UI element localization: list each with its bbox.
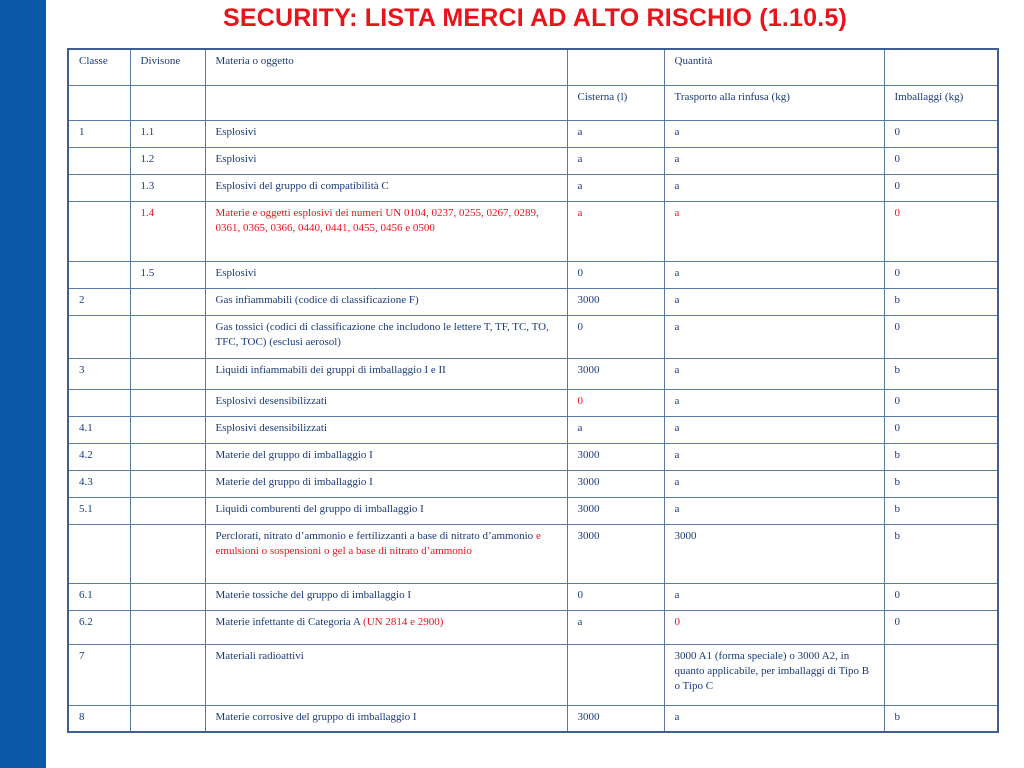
cell-materia-red-text: e emulsioni o sospensioni o gel a base di nitrato d’ammonio xyxy=(215,529,541,557)
cell-divisione: 1.2 xyxy=(130,147,205,174)
table-row xyxy=(68,644,998,705)
cell-cisterna: 3000 xyxy=(567,705,664,732)
cell-divisione xyxy=(130,705,205,732)
cell-cisterna: a xyxy=(567,120,664,147)
table-row xyxy=(68,174,998,201)
subheader-row xyxy=(68,85,998,120)
cell-divisione xyxy=(130,288,205,315)
header-divisone: Divisone xyxy=(130,49,205,85)
cell-rinfusa: a xyxy=(664,315,884,358)
cell-divisione xyxy=(130,644,205,705)
cell-classe xyxy=(68,201,130,261)
cell-imballaggi: 0 xyxy=(884,147,998,174)
table-row xyxy=(68,389,998,416)
table-row xyxy=(68,358,998,389)
cell-materia: Gas tossici (codici di classificazione che includono le lettere T, TF, TC, TO, TFC, TOC) (esclusi aerosol) xyxy=(205,315,567,358)
cell-cisterna: a xyxy=(567,147,664,174)
cell-imballaggi: b xyxy=(884,497,998,524)
cell-rinfusa: 3000 xyxy=(664,524,884,583)
cell-classe xyxy=(68,524,130,583)
cell-cisterna: 3000 xyxy=(567,358,664,389)
cell-cisterna: 0 xyxy=(567,261,664,288)
cell-cisterna: 3000 xyxy=(567,288,664,315)
cell-divisione xyxy=(130,416,205,443)
table-row xyxy=(68,583,998,610)
cell-rinfusa: a xyxy=(664,416,884,443)
table-row xyxy=(68,315,998,358)
cell-rinfusa: a xyxy=(664,174,884,201)
header-materia: Materia o oggetto xyxy=(205,49,567,85)
cell-materia: Gas infiammabili (codice di classificazione F) xyxy=(205,288,567,315)
cell-divisione xyxy=(130,583,205,610)
cell-imballaggi: 0 xyxy=(884,416,998,443)
cell-divisione xyxy=(130,610,205,644)
cell-cisterna: 3000 xyxy=(567,524,664,583)
cell-divisione: 1.4 xyxy=(130,201,205,261)
cell-divisione: 1.3 xyxy=(130,174,205,201)
cell-classe xyxy=(68,389,130,416)
table-row xyxy=(68,120,998,147)
table-row xyxy=(68,201,998,261)
table-row xyxy=(68,147,998,174)
cell-materia: Esplosivi del gruppo di compatibilità C xyxy=(205,174,567,201)
cell-imballaggi: 0 xyxy=(884,610,998,644)
cell-classe: 7 xyxy=(68,644,130,705)
header-quantita: Quantità xyxy=(664,49,884,85)
cell-classe: 6.2 xyxy=(68,610,130,644)
cell-materia xyxy=(205,610,567,644)
cell-rinfusa: 3000 A1 (forma speciale) o 3000 A2, in quanto applicabile, per imballaggi di Tipo B o Tipo C xyxy=(664,644,884,705)
cell-classe: 2 xyxy=(68,288,130,315)
cell-classe: 3 xyxy=(68,358,130,389)
cell-materia: Esplosivi xyxy=(205,120,567,147)
cell-divisione: 1.5 xyxy=(130,261,205,288)
cell-materia-text: Perclorati, nitrato d’ammonio e fertilizzanti a base di nitrato d’ammonio xyxy=(215,529,534,542)
table-row xyxy=(68,524,998,583)
cell-divisione xyxy=(130,524,205,583)
high-risk-goods-table xyxy=(67,48,999,733)
header-row xyxy=(68,49,998,85)
table-row xyxy=(68,497,998,524)
cell-rinfusa: a xyxy=(664,358,884,389)
cell-cisterna: 0 xyxy=(567,583,664,610)
cell-rinfusa: a xyxy=(664,705,884,732)
cell-materia: Esplosivi desensibilizzati xyxy=(205,416,567,443)
cell-materia: Materie e oggetti esplosivi dei numeri UN 0104, 0237, 0255, 0267, 0289, 0361, 0365, 0366, 0440, 0441, 0455, 0456 e 0500 xyxy=(205,201,567,261)
table-row xyxy=(68,288,998,315)
table-row xyxy=(68,261,998,288)
cell-cisterna: a xyxy=(567,201,664,261)
cell-divisione xyxy=(130,497,205,524)
cell-classe: 4.2 xyxy=(68,443,130,470)
cell-divisione xyxy=(130,443,205,470)
cell-cisterna: a xyxy=(567,174,664,201)
cell-imballaggi: 0 xyxy=(884,174,998,201)
cell-rinfusa: a xyxy=(664,443,884,470)
header-empty xyxy=(567,49,664,85)
header-cisterna: Cisterna (l) xyxy=(567,85,664,120)
cell-divisione xyxy=(130,358,205,389)
cell-materia: Liquidi infiammabili dei gruppi di imballaggio I e II xyxy=(205,358,567,389)
cell-materia: Materie del gruppo di imballaggio I xyxy=(205,470,567,497)
cell-classe: 4.1 xyxy=(68,416,130,443)
cell-materia: Esplosivi xyxy=(205,147,567,174)
subheader-empty xyxy=(68,85,130,120)
subheader-empty xyxy=(205,85,567,120)
cell-cisterna: a xyxy=(567,416,664,443)
table-row xyxy=(68,705,998,732)
cell-cisterna: 3000 xyxy=(567,497,664,524)
cell-materia: Materie del gruppo di imballaggio I xyxy=(205,443,567,470)
cell-divisione: 1.1 xyxy=(130,120,205,147)
cell-classe: 8 xyxy=(68,705,130,732)
cell-classe: 6.1 xyxy=(68,583,130,610)
cell-imballaggi: 0 xyxy=(884,201,998,261)
cell-imballaggi: 0 xyxy=(884,389,998,416)
cell-imballaggi: b xyxy=(884,443,998,470)
cell-imballaggi: b xyxy=(884,358,998,389)
cell-rinfusa: 0 xyxy=(664,610,884,644)
header-empty xyxy=(884,49,998,85)
cell-materia-red-text: (UN 2814 e 2900) xyxy=(363,615,444,628)
cell-rinfusa: a xyxy=(664,201,884,261)
cell-divisione xyxy=(130,389,205,416)
cell-imballaggi: 0 xyxy=(884,315,998,358)
cell-classe xyxy=(68,147,130,174)
cell-imballaggi: 0 xyxy=(884,583,998,610)
header-rinfusa: Trasporto alla rinfusa (kg) xyxy=(664,85,884,120)
cell-divisione xyxy=(130,470,205,497)
cell-materia: Esplosivi xyxy=(205,261,567,288)
cell-divisione xyxy=(130,315,205,358)
cell-rinfusa: a xyxy=(664,389,884,416)
cell-classe: 1 xyxy=(68,120,130,147)
cell-materia: Materie tossiche del gruppo di imballaggio I xyxy=(205,583,567,610)
table-row xyxy=(68,470,998,497)
cell-cisterna: 3000 xyxy=(567,470,664,497)
cell-rinfusa: a xyxy=(664,261,884,288)
cell-classe xyxy=(68,261,130,288)
cell-imballaggi: 0 xyxy=(884,120,998,147)
header-imballaggi: Imballaggi (kg) xyxy=(884,85,998,120)
cell-rinfusa: a xyxy=(664,120,884,147)
cell-cisterna: 0 xyxy=(567,389,664,416)
cell-imballaggi: b xyxy=(884,705,998,732)
cell-classe: 5.1 xyxy=(68,497,130,524)
cell-materia: Liquidi comburenti del gruppo di imballaggio I xyxy=(205,497,567,524)
cell-rinfusa: a xyxy=(664,470,884,497)
cell-imballaggi: b xyxy=(884,524,998,583)
subheader-empty xyxy=(130,85,205,120)
cell-cisterna xyxy=(567,644,664,705)
cell-classe: 4.3 xyxy=(68,470,130,497)
cell-cisterna: 0 xyxy=(567,315,664,358)
cell-materia: Esplosivi desensibilizzati xyxy=(205,389,567,416)
cell-rinfusa: a xyxy=(664,147,884,174)
cell-rinfusa: a xyxy=(664,583,884,610)
cell-materia-text: Materie infettante di Categoria A xyxy=(215,615,361,628)
cell-imballaggi: b xyxy=(884,470,998,497)
table-row xyxy=(68,443,998,470)
cell-cisterna: 3000 xyxy=(567,443,664,470)
cell-materia xyxy=(205,524,567,583)
cell-rinfusa: a xyxy=(664,497,884,524)
cell-materia: Materiali radioattivi xyxy=(205,644,567,705)
table-row xyxy=(68,416,998,443)
cell-materia: Materie corrosive del gruppo di imballaggio I xyxy=(205,705,567,732)
table-row xyxy=(68,610,998,644)
cell-imballaggi: 0 xyxy=(884,261,998,288)
cell-cisterna: a xyxy=(567,610,664,644)
cell-classe xyxy=(68,315,130,358)
cell-imballaggi xyxy=(884,644,998,705)
cell-imballaggi: b xyxy=(884,288,998,315)
slide-title: SECURITY: LISTA MERCI AD ALTO RISCHIO (1.10.5) xyxy=(222,4,848,32)
cell-rinfusa: a xyxy=(664,288,884,315)
cell-classe xyxy=(68,174,130,201)
left-accent-bar xyxy=(0,0,46,768)
header-classe: Classe xyxy=(68,49,130,85)
